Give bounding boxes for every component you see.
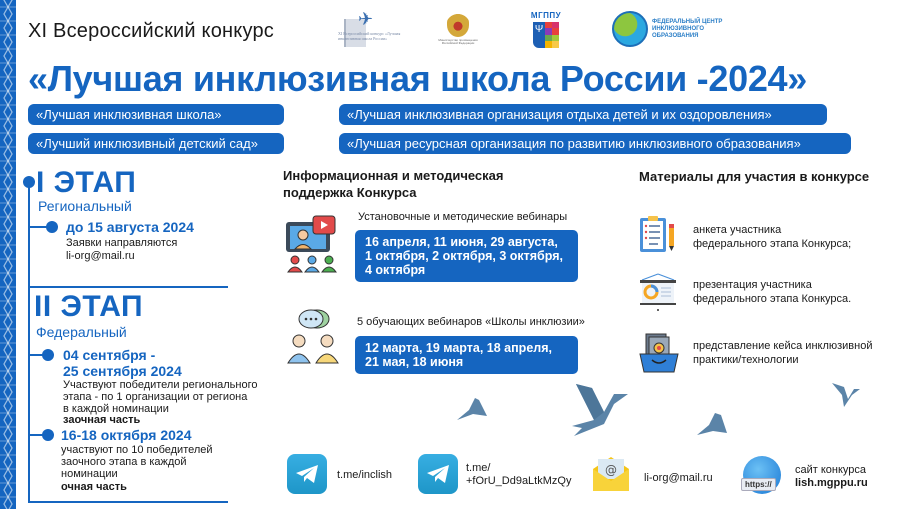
timeline-dot (23, 176, 35, 188)
origami-bird-icon (830, 381, 862, 409)
telegram-icon[interactable] (418, 454, 458, 494)
konkurs-logo: ✈ XI Всероссийский конкурс «Лучшая инклюзивная школа России» (338, 9, 404, 49)
origami-bird-icon (695, 411, 729, 439)
webinar-2-dates: 12 марта, 19 марта, 18 апреля, 21 мая, 18 июня (355, 336, 578, 374)
nomination-recreation: «Лучшая инклюзивная организация отдыха детей и их оздоровления» (339, 104, 827, 125)
eagle-emblem-icon (447, 13, 469, 37)
stage-2-title: II ЭТАП (34, 290, 144, 323)
stage-1-subtitle: Региональный (38, 198, 132, 214)
inperson-part-label: очная часть (61, 481, 127, 493)
partner-logos (338, 6, 722, 52)
nomination-resource: «Лучшая ресурсная организация по развитию инклюзивного образования» (339, 133, 851, 154)
material-case: представление кейса инклюзивной практики/технологии (693, 340, 873, 366)
timeline-dot (42, 349, 54, 361)
stage-1-deadline: до 15 августа 2024 (66, 219, 194, 235)
material-questionnaire: анкета участника федерального этапа Конкурса; (693, 224, 852, 250)
material-presentation: презентация участника федерального этапа Конкурса. (693, 279, 852, 305)
webinar-2-label: 5 обучающих вебинаров «Школы инклюзии» (357, 316, 585, 328)
presentation-board-icon (638, 272, 678, 312)
stage-2-subtitle: Федеральный (36, 324, 127, 340)
email-icon[interactable] (591, 453, 631, 493)
mgppu-shield-icon: Ψ (533, 22, 559, 48)
timeline-dot (42, 429, 54, 441)
telegram-icon[interactable] (287, 454, 327, 494)
remote-part-label: заочная часть (63, 414, 141, 426)
origami-bird-icon (455, 396, 489, 424)
https-badge: https:// (741, 478, 776, 491)
origami-bird-icon (570, 382, 634, 438)
website-globe-icon[interactable] (743, 456, 781, 494)
contest-subtitle: XI Всероссийский конкурс (28, 20, 274, 42)
bird-icon: ✈ (358, 9, 374, 29)
webinar-1-label: Установочные и методические вебинары (358, 211, 568, 223)
website-link[interactable]: сайт конкурса lish.mgppu.ru (795, 464, 868, 489)
stage-1-title: I ЭТАП (36, 166, 137, 199)
webinar-1-dates: 16 апреля, 11 июня, 29 августа, 1 октября, 2 октября, 3 октября, 4 октября (355, 230, 578, 282)
fcio-logo: ФЕДЕРАЛЬНЫЙ ЦЕНТР ИНКЛЮЗИВНОГО ОБРАЗОВАНИЯ (612, 11, 722, 47)
main-title: «Лучшая инклюзивная школа России -2024» (28, 58, 807, 99)
svg-text:@: @ (605, 463, 617, 477)
timeline-end (28, 501, 228, 503)
nomination-school: «Лучшая инклюзивная школа» (28, 104, 284, 125)
timeline-line (28, 180, 30, 502)
video-conference-icon (283, 214, 345, 276)
support-heading: Информационная и методическая поддержка Конкурса (283, 168, 504, 200)
timeline-dot (46, 221, 58, 233)
decorative-side-pattern (0, 0, 16, 509)
telegram-link-inclish[interactable]: t.me/inclish (337, 469, 393, 481)
mgppu-logo: МГППУ Ψ (528, 11, 564, 48)
materials-heading: Материалы для участия в конкурсе (639, 169, 870, 184)
fcio-circle-icon (612, 11, 648, 47)
stage-2-remote-dates: 04 сентября - 25 сентября 2024 (63, 347, 182, 379)
stage-1-email-link[interactable]: li-org@mail.ru (66, 250, 135, 262)
clipboard-icon (638, 214, 678, 254)
nomination-kindergarten: «Лучший инклюзивный детский сад» (28, 133, 284, 154)
stage-2-inperson-dates: 16-18 октября 2024 (61, 427, 192, 443)
email-link[interactable]: li-org@mail.ru (644, 472, 713, 484)
chat-people-icon (283, 307, 345, 369)
ministry-logo: Министерство просвещения Российской Федерации (438, 7, 478, 51)
folder-case-icon (638, 332, 680, 374)
telegram-link-group[interactable]: t.me/ +fOrU_Dd9aLtkMzQy (466, 462, 572, 487)
stage-divider (28, 286, 228, 288)
